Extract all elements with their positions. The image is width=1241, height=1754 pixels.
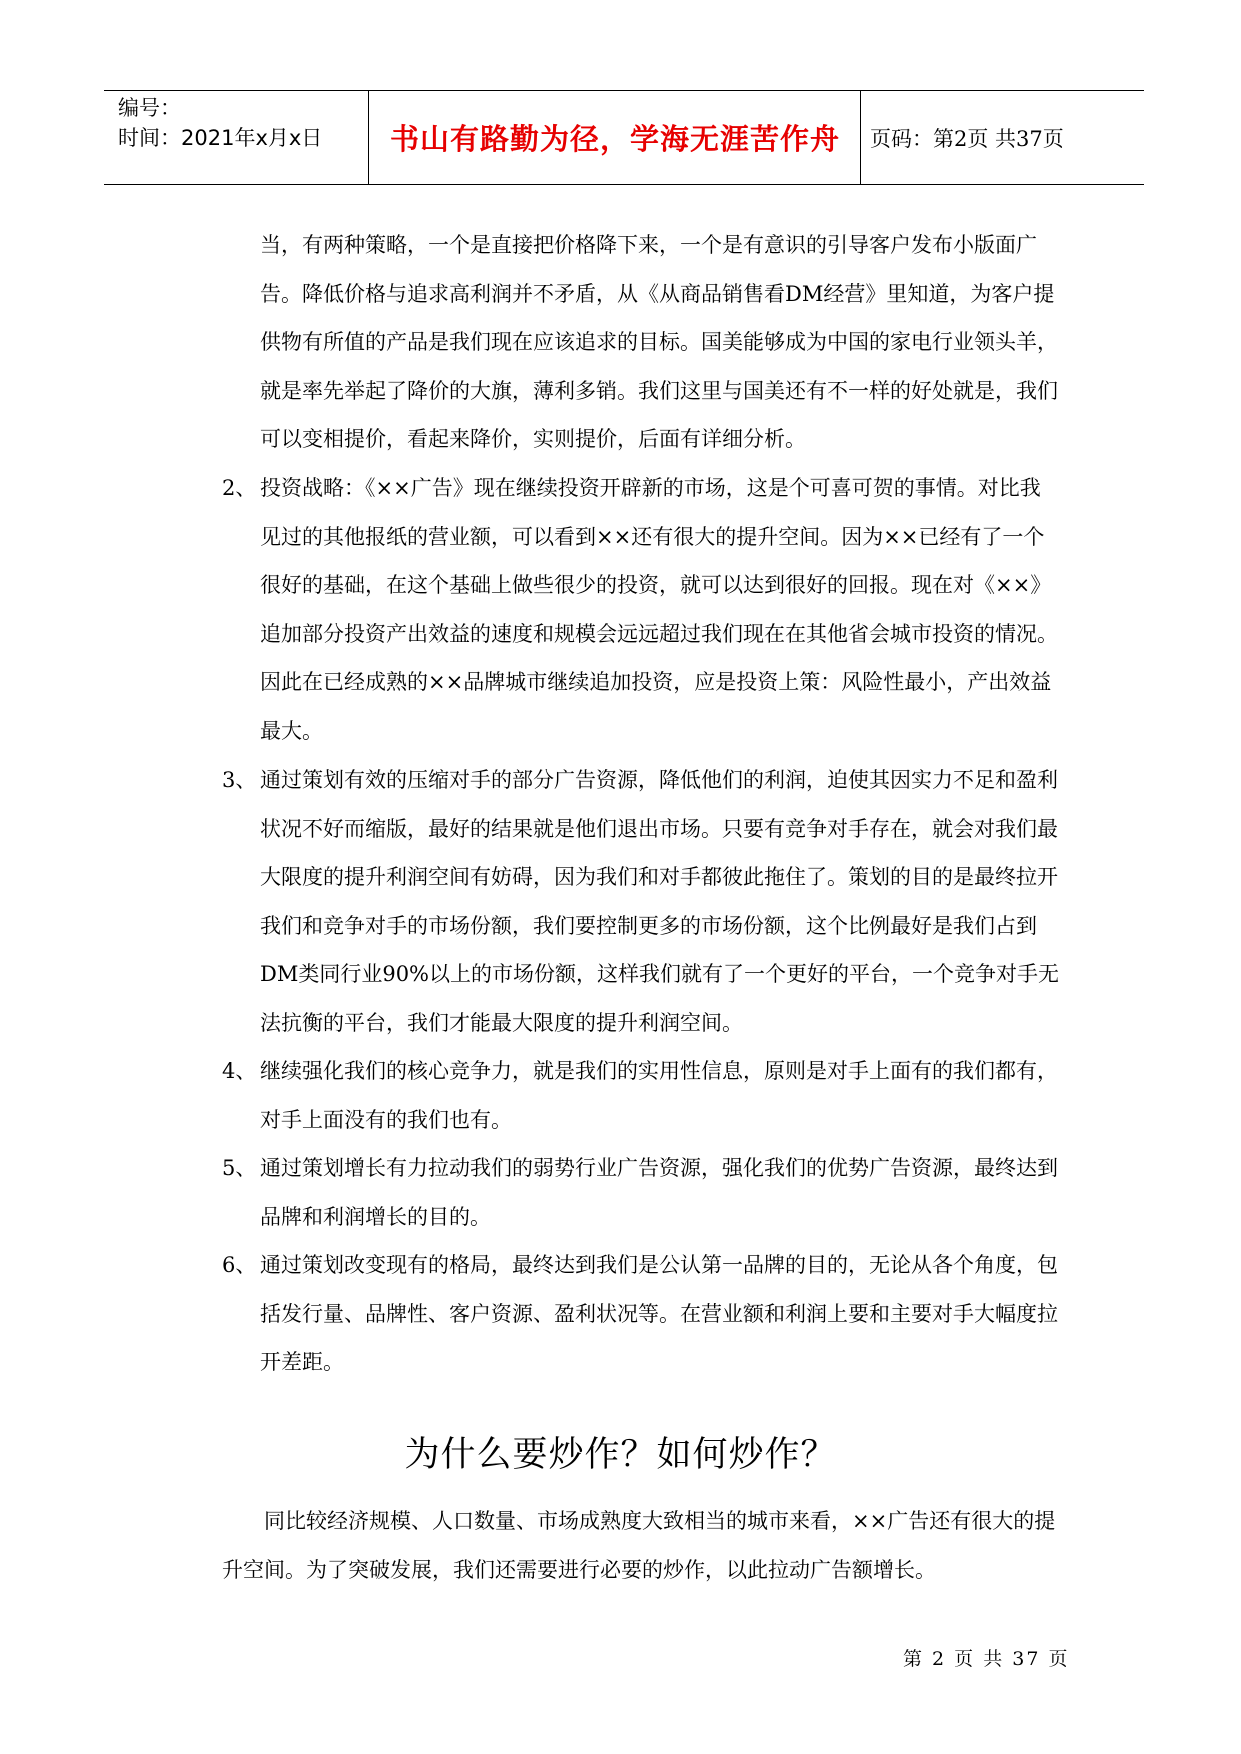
item-number: 4、 (222, 1059, 257, 1083)
item-text: 通过策划有效的压缩对手的部分广告资源，降低他们的利润，迫使其因实力不足和盈利状况不好而缩版，最好的结果就是他们退出市场。只要有竞争对手存在，就会对我们最大限度的提升利润空间有妨碍，因为我们和对手都彼此拖住了。策划的目的是最终拉开我们和竞争对手的市场份额，我们要控制更多的市场份额，这个比例最好是我们占到DM类同行业90%以上的市场份额，这样我们就有了一个更好的平台，一个竞争对手无法抗衡的平台，我们才能最大限度的提升利润空间。 (260, 768, 1060, 1035)
continuation-paragraph: 当，有两种策略，一个是直接把价格降下来，一个是有意识的引导客户发布小版面广告。降低价格与追求高利润并不矛盾，从《从商品销售看DM经营》里知道，为客户提供物有所值的产品是我们现在应该追求的目标。国美能够成为中国的家电行业领头羊，就是率先举起了降价的大旗，薄利多销。我们这里与国美还有不一样的好处就是，我们可以变相提价，看起来降价，实则提价，后面有详细分析。 (260, 233, 1058, 452)
header-divider (860, 91, 861, 184)
item-number: 3、 (222, 768, 257, 792)
page-header (104, 90, 1144, 185)
header-divider (368, 91, 369, 184)
doc-time-label: 时间：2021年x月x日 (118, 126, 323, 150)
page-footer: 第 2 页 共 37 页 (903, 1648, 1070, 1670)
item-number: 2、 (222, 476, 257, 500)
item-text: 继续强化我们的核心竞争力，就是我们的实用性信息，原则是对手上面有的我们都有，对手上面没有的我们也有。 (260, 1059, 1058, 1132)
item-number: 5、 (222, 1156, 257, 1180)
header-page-info: 页码：第2页 共37页 (870, 126, 1064, 151)
item-number: 6、 (222, 1253, 257, 1277)
item-text: 投资战略：《××广告》现在继续投资开辟新的市场，这是个可喜可贺的事情。对比我见过的其他报纸的营业额，可以看到××还有很大的提升空间。因为××已经有了一个很好的基础，在这个基础上做些很少的投资，就可以达到很好的回报。现在对《××》追加部分投资产出效益的速度和规模会远远超过我们现在在其他省会城市投资的情况。因此在已经成熟的××品牌城市继续追加投资，应是投资上策：风险性最小，产出效益最大。 (260, 476, 1058, 743)
intro-paragraph: 同比较经济规模、人口数量、市场成熟度大致相当的城市来看，××广告还有很大的提升空间。为了突破发展，我们还需要进行必要的炒作，以此拉动广告额增长。 (222, 1509, 1056, 1582)
doc-number-label: 编号： (118, 96, 181, 120)
item-text: 通过策划增长有力拉动我们的弱势行业广告资源，强化我们的优势广告资源，最终达到品牌和利润增长的目的。 (260, 1156, 1058, 1229)
header-meta (118, 93, 363, 153)
header-motto: 书山有路勤为径，学海无涯苦作舟 (389, 122, 840, 156)
item-text: 通过策划改变现有的格局，最终达到我们是公认第一品牌的目的，无论从各个角度，包括发行量、品牌性、客户资源、盈利状况等。在营业额和利润上要和主要对手大幅度拉开差距。 (260, 1253, 1058, 1375)
section-title: 为什么要炒作？如何炒作？ (404, 1435, 837, 1475)
